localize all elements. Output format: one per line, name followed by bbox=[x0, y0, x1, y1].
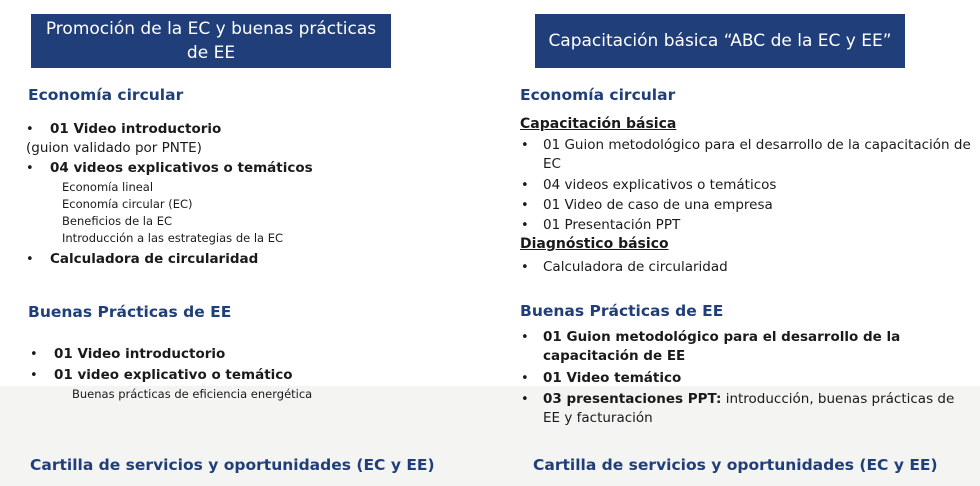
left-ee-sub: Buenas prácticas de eficiencia energética bbox=[72, 387, 313, 401]
right-ee-item3-bold: 03 presentaciones PPT: bbox=[543, 391, 722, 407]
right-ec-sub1-item: 04 videos explicativos o temáticos bbox=[543, 177, 777, 193]
right-ee-item3-rest: introducción, buenas prácticas de EE y facturación bbox=[543, 391, 955, 426]
right-ec-sub1-item: 01 Presentación PPT bbox=[543, 217, 681, 233]
right-ee-item3 bbox=[543, 390, 973, 428]
right-ec-sub1-item: 01 Video de caso de una empresa bbox=[543, 197, 773, 213]
left-ee-item1: 01 Video introductorio bbox=[54, 346, 226, 362]
right-ee-item2: 01 Video temático bbox=[543, 370, 682, 386]
right-ec-sub1-item: 01 Guion metodológico para el desarrollo de la capacitación de EC bbox=[543, 137, 971, 172]
bullet: • bbox=[521, 198, 529, 213]
bullet: • bbox=[521, 138, 529, 153]
left-ec-sub: Beneficios de la EC bbox=[62, 214, 172, 228]
bullet: • bbox=[26, 252, 34, 267]
bullet: • bbox=[521, 371, 529, 386]
left-ec-sub: Economía circular (EC) bbox=[62, 197, 193, 211]
bullet: • bbox=[521, 260, 529, 275]
left-ee-title: Buenas Prácticas de EE bbox=[28, 303, 232, 321]
left-ec-item1: 01 Video introductorio bbox=[50, 121, 222, 137]
left-footer: Cartilla de servicios y oportunidades (EC y EE) bbox=[30, 456, 435, 474]
right-header bbox=[535, 14, 905, 68]
left-ec-item2: 04 videos explicativos o temáticos bbox=[50, 160, 313, 176]
left-ec-sub: Introducción a las estrategias de la EC bbox=[62, 231, 284, 245]
right-ec-sub2: Diagnóstico básico bbox=[520, 236, 669, 252]
right-ec-title: Economía circular bbox=[520, 86, 676, 104]
bullet: • bbox=[521, 392, 529, 407]
left-ec-title: Economía circular bbox=[28, 86, 184, 104]
bullet: • bbox=[26, 161, 34, 176]
left-header-text: Promoción de la EC y buenas prácticas de EE bbox=[45, 19, 377, 63]
right-ee-title: Buenas Prácticas de EE bbox=[520, 302, 724, 320]
left-header bbox=[31, 14, 391, 68]
bullet: • bbox=[26, 122, 34, 137]
left-ec-item1-note: (guion validado por PNTE) bbox=[26, 140, 202, 156]
bullet: • bbox=[521, 218, 529, 233]
bullet: • bbox=[30, 347, 38, 362]
bullet: • bbox=[30, 368, 38, 383]
right-ec-sub1: Capacitación básica bbox=[520, 116, 677, 132]
right-ec-sub2-item: Calculadora de circularidad bbox=[543, 259, 728, 275]
bullet: • bbox=[521, 330, 529, 345]
left-ec-sub: Economía lineal bbox=[62, 180, 154, 194]
bullet: • bbox=[521, 178, 529, 193]
left-ee-item2: 01 video explicativo o temático bbox=[54, 367, 293, 383]
right-header-text: Capacitación básica “ABC de la EC y EE” bbox=[548, 31, 892, 51]
right-ee-item1: 01 Guion metodológico para el desarrollo de la capacitación de EE bbox=[543, 329, 901, 364]
right-footer: Cartilla de servicios y oportunidades (EC y EE) bbox=[533, 456, 938, 474]
left-ec-item3: Calculadora de circularidad bbox=[50, 251, 259, 267]
